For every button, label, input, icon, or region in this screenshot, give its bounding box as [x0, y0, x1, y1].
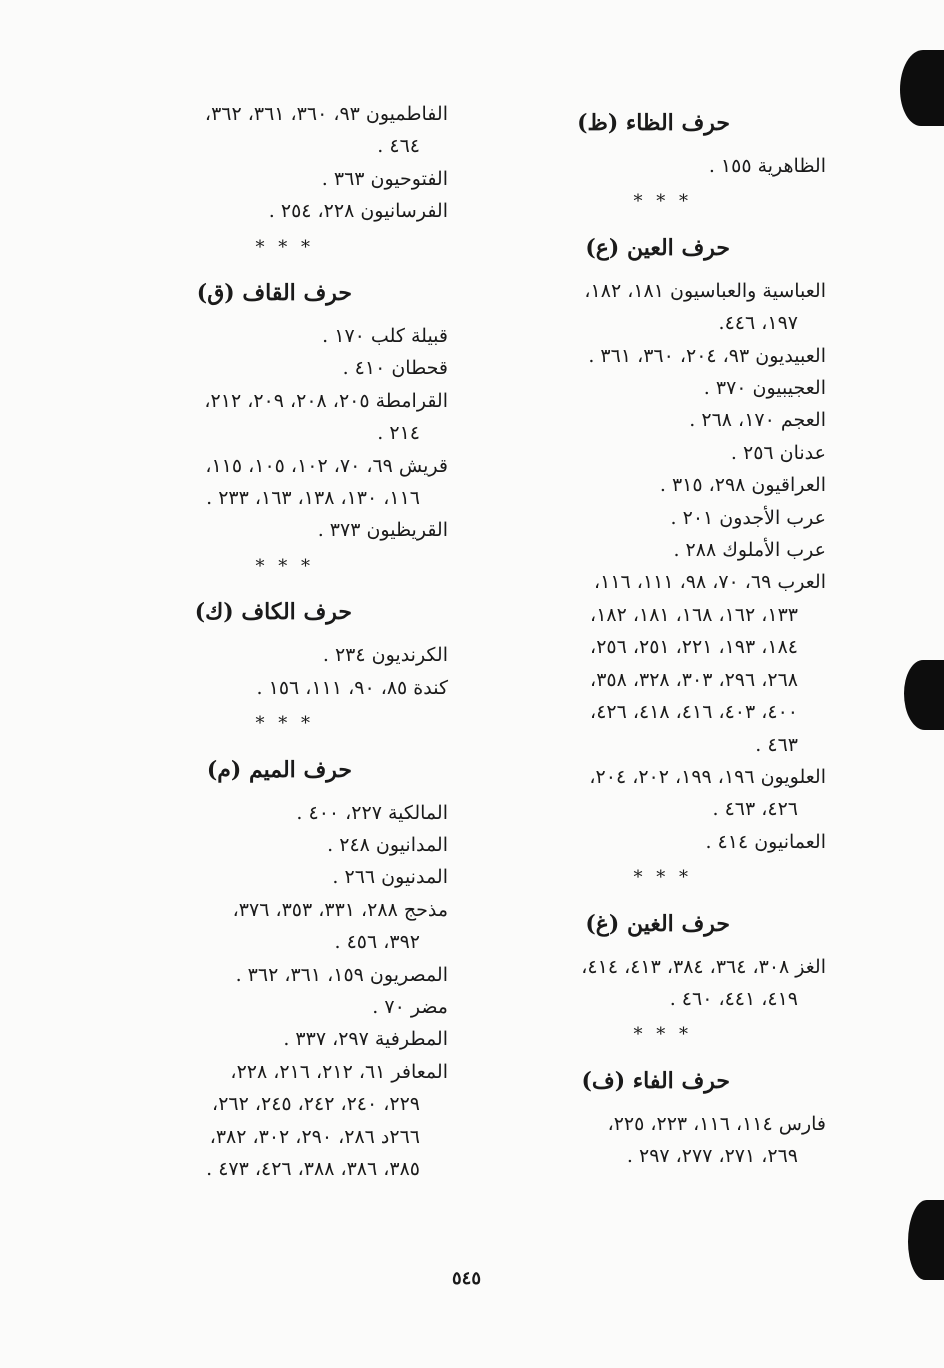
- index-entry: العبيديون ٩٣، ٢٠٤، ٣٦٠، ٣٦١ .: [588, 344, 826, 367]
- index-entry: مذحج ٢٨٨، ٣٣١، ٣٥٣، ٣٧٦،: [232, 898, 448, 921]
- index-entry: قريش ٦٩، ٧٠، ١٠٢، ١٠٥، ١١٥،: [205, 454, 448, 477]
- index-entry: العرب ٦٩، ٧٠، ٩٨، ١١١، ١١٦،: [594, 571, 826, 594]
- section-heading: حرف العين (ع): [585, 234, 730, 261]
- index-entry: القريظيون ٣٧٣ .: [317, 519, 448, 542]
- index-entry: مضر ٧٠ .: [372, 995, 448, 1018]
- index-entry: قحطان ٤١٠ .: [342, 357, 448, 380]
- index-entry: الظاهرية ١٥٥ .: [708, 155, 826, 177]
- index-entry: العباسية والعباسيون ١٨١، ١٨٢،: [584, 279, 826, 302]
- section-heading: حرف الفاء (ف): [581, 1067, 730, 1094]
- ink-blot: [900, 50, 944, 126]
- section-heading: حرف الظاء (ظ): [577, 110, 730, 136]
- index-entry: عرب الأملوك ٢٨٨ .: [673, 539, 826, 562]
- section-divider: * * *: [633, 867, 692, 889]
- section-heading: حرف القاف (ق): [196, 280, 352, 307]
- section-heading: حرف الغين (غ): [585, 910, 730, 937]
- ink-blot: [908, 1200, 944, 1280]
- index-entry: قبيلة كلب ١٧٠ .: [322, 325, 448, 348]
- index-entry-continuation: ٤٦٤ .: [377, 135, 420, 158]
- index-entry: كندة ٨٥، ٩٠، ١١١، ١٥٦ .: [256, 676, 448, 699]
- index-entry: العمانيون ٤١٤ .: [705, 830, 826, 853]
- index-entry-continuation: ٤٢٦، ٤٦٣ .: [712, 798, 798, 821]
- index-entry: المالكية ٢٢٧، ٤٠٠ .: [296, 801, 448, 824]
- index-entry-continuation: ٣٨٥، ٣٨٦، ٣٨٨، ٤٢٦، ٤٧٣ .: [206, 1157, 420, 1180]
- index-entry-continuation: ٤١٩، ٤٤١، ٤٦٠ .: [669, 987, 798, 1010]
- index-entry-continuation: ١١٦، ١٣٠، ١٣٨، ١٦٣، ٢٣٣ .: [206, 487, 420, 510]
- index-entry: الكرنديون ٢٣٤ .: [322, 644, 448, 667]
- section-heading: حرف الميم (م): [206, 756, 352, 783]
- section-divider: * * *: [633, 191, 692, 213]
- index-entry: فارس ١١٤، ١١٦، ٢٢٣، ٢٢٥،: [607, 1112, 826, 1135]
- index-entry: المدانيون ٢٤٨ .: [327, 833, 448, 856]
- index-entry-continuation: ٣٩٢، ٤٥٦ .: [334, 931, 420, 954]
- index-entry-continuation: ١٨٤، ١٩٣، ٢٢١، ٢٥١، ٢٥٦،: [590, 636, 798, 659]
- index-entry-continuation: ٢٦٦د ٢٨٦، ٢٩٠، ٣٠٢، ٣٨٢،: [209, 1125, 420, 1148]
- index-entry: الغز ٣٠٨، ٣٦٤، ٣٨٤، ٤١٣، ٤١٤،: [581, 955, 826, 978]
- index-entry-continuation: ١٩٧، ٤٤٦.: [718, 312, 798, 335]
- index-entry: المصريون ١٥٩، ٣٦١، ٣٦٢ .: [235, 963, 448, 986]
- index-entry-continuation: ٢١٤ .: [377, 422, 420, 445]
- page-number: ٥٤٥: [452, 1268, 482, 1289]
- index-entry: العجم ١٧٠، ٢٦٨ .: [689, 409, 826, 432]
- index-entry-continuation: ٢٢٩، ٢٤٠، ٢٤٢، ٢٤٥، ٢٦٢،: [212, 1093, 420, 1116]
- index-entry: المعافر ٦١، ٢١٢، ٢١٦، ٢٢٨،: [230, 1060, 448, 1083]
- index-entry: المدنيون ٢٦٦ .: [332, 866, 448, 889]
- index-entry-continuation: ٢٦٨، ٢٩٦، ٣٠٣، ٣٢٨، ٣٥٨،: [590, 668, 798, 691]
- index-entry: عدنان ٢٥٦ .: [730, 441, 826, 464]
- index-column-left: [132, 98, 448, 1185]
- index-entry: العلويون ١٩٦، ١٩٩، ٢٠٢، ٢٠٤،: [589, 765, 826, 788]
- index-entry-continuation: ٤٠٠، ٤٠٣، ٤١٦، ٤١٨، ٤٢٦،: [590, 701, 798, 724]
- section-divider: * * *: [633, 1024, 692, 1046]
- index-entry: عرب الأجدون ٢٠١ .: [670, 506, 826, 529]
- index-entry: الفاطميون ٩٣، ٣٦٠، ٣٦١، ٣٦٢،: [204, 103, 448, 125]
- index-entry-continuation: ٢٦٩، ٢٧١، ٢٧٧، ٢٩٧ .: [626, 1145, 798, 1168]
- index-column-right: [500, 98, 826, 1173]
- section-divider: * * *: [255, 555, 314, 577]
- index-entry: العجيبيون ٣٧٠ .: [703, 377, 826, 400]
- section-heading: حرف الكاف (ك): [194, 599, 352, 626]
- index-entry: الفتوحيون ٣٦٣ .: [321, 167, 448, 190]
- index-entry-continuation: ٤٦٣ .: [755, 733, 798, 756]
- index-entry-continuation: ١٣٣، ١٦٢، ١٦٨، ١٨١، ١٨٢،: [590, 603, 798, 626]
- ink-blot: [904, 660, 944, 730]
- section-divider: * * *: [255, 236, 314, 258]
- index-entry: العراقيون ٢٩٨، ٣١٥ .: [659, 474, 826, 497]
- index-entry: المطرفية ٢٩٧، ٣٣٧ .: [283, 1028, 448, 1051]
- index-entry: القرامطة ٢٠٥، ٢٠٨، ٢٠٩، ٢١٢،: [204, 389, 448, 412]
- section-divider: * * *: [255, 713, 314, 735]
- index-entry: الفرسانيون ٢٢٨، ٢٥٤ .: [268, 200, 448, 223]
